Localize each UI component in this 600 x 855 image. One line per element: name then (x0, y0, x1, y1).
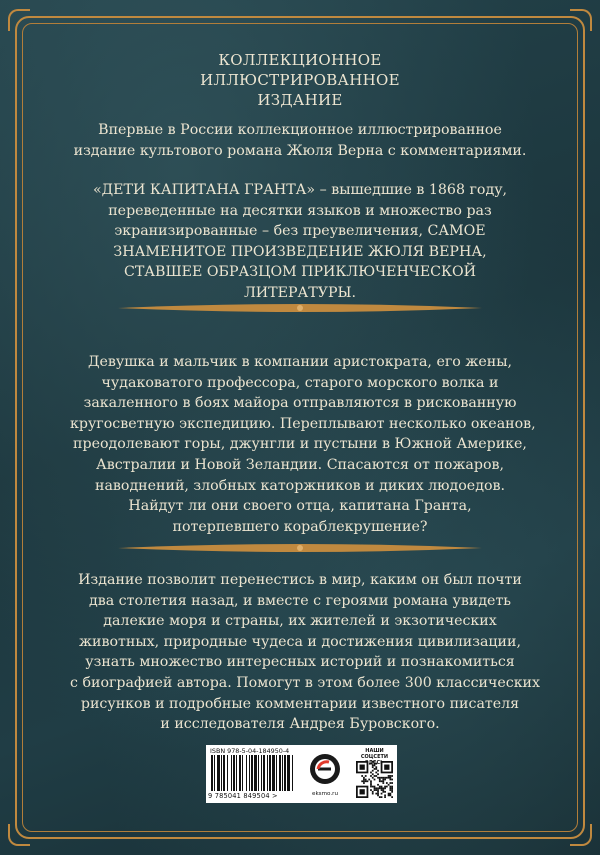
qr-module (374, 779, 376, 781)
text-line: далекие моря и страны, их жителей и экзотических (103, 613, 497, 630)
qr-module (377, 770, 379, 772)
qr-module (382, 780, 384, 782)
text-line: Найдут ли они своего отца, капитана Гранта, (128, 498, 472, 515)
qr-module (379, 786, 381, 788)
barcode-bar (221, 755, 222, 791)
qr-module (389, 793, 391, 795)
qr-module (384, 786, 386, 788)
qr-module (391, 791, 393, 793)
synopsis-paragraph (70, 352, 536, 537)
qr-module (382, 789, 384, 791)
qr-module (391, 789, 393, 791)
barcode-bar (263, 755, 265, 791)
qr-module (374, 775, 376, 777)
barcode-digits: 9 785041 849504 > (208, 792, 278, 800)
text-line: ЛИТЕРАТУРЫ. (243, 284, 357, 301)
qr-module (379, 777, 381, 779)
eksmo-logo-icon (309, 753, 341, 785)
qr-module (377, 784, 379, 786)
qr-module (389, 779, 391, 781)
qr-module (370, 763, 372, 765)
highlight-paragraph (70, 180, 530, 304)
qr-module (381, 780, 383, 782)
qr-module (389, 789, 391, 791)
barcode-bar (231, 755, 232, 791)
qr-module (370, 772, 372, 774)
qr-module (377, 791, 379, 793)
qr-module (365, 780, 367, 782)
qr-module (388, 794, 390, 796)
qr-module (384, 796, 386, 798)
barcode-bar (249, 755, 250, 791)
qr-module (363, 782, 365, 784)
qr-module (391, 779, 393, 781)
publisher-logo (300, 745, 350, 803)
qr-module (375, 793, 377, 795)
text-line: ЗНАМЕНИТОЕ ПРОИЗВЕДЕНИЕ ЖЮЛЯ ВЕРНА, (113, 243, 487, 260)
qr-module (389, 777, 391, 779)
qr-module (372, 770, 374, 772)
qr-module (372, 786, 374, 788)
text-line: кругосветную экспедицию. Переплывают несколько океанов, (70, 415, 536, 432)
qr-module (365, 775, 367, 777)
qr-module (389, 775, 391, 777)
text-line: наводнений, злобных каторжников и диких людоедов. (95, 477, 505, 494)
qr-module (391, 786, 393, 788)
barcode-bar (284, 755, 286, 791)
qr-module (389, 786, 391, 788)
barcode-bar (276, 755, 277, 791)
barcode-bar (267, 755, 268, 791)
barcode-bar (282, 755, 283, 791)
qr-module (374, 765, 376, 767)
qr-module (384, 794, 386, 796)
qr-module (384, 779, 386, 781)
qr-module (386, 777, 388, 779)
social-qr (352, 745, 397, 803)
qr-module (381, 787, 383, 789)
text-line: узнать множество интересных историй и познакомиться (85, 654, 515, 671)
barcode-bar (258, 755, 259, 791)
qr-module (381, 796, 383, 798)
edition-paragraph (70, 570, 541, 735)
qr-module (370, 789, 372, 791)
barcode-bar (292, 755, 293, 791)
qr-module (382, 777, 384, 779)
qr-module (377, 794, 379, 796)
publisher-site: eksmo.ru (312, 791, 338, 797)
qr-module (370, 780, 372, 782)
qr-module (375, 768, 377, 770)
heading-line: ИЛЛЮСТРИРОВАННОЕ (200, 71, 400, 89)
barcode-bar (254, 755, 257, 791)
qr-module (375, 789, 377, 791)
text-line: закаленного в боях майора отправляются в рискованную (83, 395, 517, 412)
qr-module (389, 794, 391, 796)
text-line: Издание позволит перенестись в мир, каким он был почти (78, 572, 522, 588)
qr-module (391, 782, 393, 784)
text-line: СТАВШЕЕ ОБРАЗЦОМ ПРИКЛЮЧЕНЧЕСКОЙ (123, 264, 477, 281)
text-line: потерпевшего кораблекрушение? (172, 518, 428, 535)
qr-module (370, 782, 372, 784)
text-line: чудаковатого профессора, старого морского волка и (101, 374, 499, 391)
qr-module (379, 779, 381, 781)
barcode-bar (217, 755, 220, 791)
qr-finder (384, 765, 389, 770)
ornamental-divider (118, 542, 482, 554)
text-line: издание культового романа Жюля Верна с комментариями. (73, 142, 527, 159)
qr-module (379, 796, 381, 798)
barcode-bar (279, 755, 281, 791)
barcode-bar (287, 755, 290, 791)
qr-module (381, 786, 383, 788)
qr-module (389, 787, 391, 789)
qr-module (375, 775, 377, 777)
qr-module (372, 761, 374, 763)
qr-module (384, 791, 386, 793)
qr-module (372, 793, 374, 795)
barcode-bar (269, 755, 271, 791)
qr-module (372, 791, 374, 793)
barcode-bar (227, 755, 228, 791)
qr-module (365, 779, 367, 781)
text-line: Австралии и Новой Зеландии. Спасаются от пожаров, (95, 456, 504, 473)
qr-module (375, 763, 377, 765)
qr-module (381, 777, 383, 779)
qr-module (375, 766, 377, 768)
qr-module (382, 782, 384, 784)
qr-module (389, 782, 391, 784)
qr-module (370, 775, 372, 777)
frame-corner-ornament (570, 9, 592, 31)
text-line: преодолевают горы, джунгли и пустыни в Южной Америке, (73, 436, 527, 453)
qr-module (381, 793, 383, 795)
qr-module (379, 780, 381, 782)
qr-module (382, 779, 384, 781)
qr-module (372, 777, 374, 779)
qr-module (388, 793, 390, 795)
qr-module (391, 787, 393, 789)
barcode-bar (261, 755, 262, 791)
qr-finder (360, 789, 365, 794)
qr-module (361, 780, 363, 782)
text-line: с биографией автора. Помогут в этом более 300 классических (70, 674, 541, 691)
barcode-bar (242, 755, 243, 791)
qr-module (379, 787, 381, 789)
qr-finder (360, 765, 365, 770)
barcode-bar (251, 755, 253, 791)
barcode-bar (223, 755, 225, 791)
qr-module (377, 777, 379, 779)
barcode-bar (233, 755, 235, 791)
qr-module (381, 789, 383, 791)
qr-module (370, 786, 372, 788)
heading-line: КОЛЛЕКЦИОННОЕ (218, 51, 382, 69)
qr-module (374, 768, 376, 770)
text-line: «ДЕТИ КАПИТАНА ГРАНТА» – вышедшие в 1868 году, (92, 182, 508, 198)
text-line: переведенные на десятки языков и множество раз (108, 202, 492, 219)
edition-heading (0, 50, 600, 110)
qr-module (374, 786, 376, 788)
qr-module (368, 779, 370, 781)
barcode-bar (211, 755, 213, 791)
qr-module (386, 786, 388, 788)
barcode-bar (214, 755, 215, 791)
qr-module (377, 787, 379, 789)
isbn-number: ISBN 978-5-04-184950-4 (210, 747, 290, 755)
barcode-bar (236, 755, 237, 791)
barcode-bar (239, 755, 241, 791)
qr-code-icon (356, 761, 393, 798)
intro-paragraph (70, 120, 530, 161)
text-line: Девушка и мальчик в компании аристократа, его жены, (87, 354, 513, 370)
qr-title-line: НАШИ СОЦСЕТИ (360, 748, 389, 760)
qr-module (375, 772, 377, 774)
qr-module (384, 787, 386, 789)
qr-module (363, 777, 365, 779)
qr-module (391, 775, 393, 777)
qr-module (384, 777, 386, 779)
qr-module (374, 789, 376, 791)
text-line: два столетия назад, и вместе с героями романа увидеть (88, 592, 512, 609)
qr-module (370, 784, 372, 786)
qr-module (363, 779, 365, 781)
qr-module (377, 773, 379, 775)
text-line: рисунков и подробные комментарии известного писателя (80, 695, 520, 712)
qr-module (374, 787, 376, 789)
qr-module (377, 793, 379, 795)
qr-module (375, 787, 377, 789)
qr-module (361, 775, 363, 777)
heading-line: ИЗДАНИЕ (257, 91, 343, 109)
qr-module (367, 780, 369, 782)
qr-module (372, 773, 374, 775)
qr-module (363, 780, 365, 782)
text-line: Впервые в России коллекционное иллюстрированное (98, 122, 502, 138)
barcode-bar (246, 755, 247, 791)
qr-module (382, 791, 384, 793)
qr-module (388, 777, 390, 779)
qr-module (372, 766, 374, 768)
qr-module (377, 789, 379, 791)
qr-module (391, 796, 393, 798)
frame-corner-ornament (570, 824, 592, 846)
text-line: животных, природные чудеса и достижения цивилизации, (79, 633, 521, 650)
qr-module (388, 775, 390, 777)
frame-corner-ornament (8, 824, 30, 846)
ornamental-divider (118, 302, 482, 314)
qr-module (374, 763, 376, 765)
qr-module (388, 784, 390, 786)
text-line: и исследователя Андрея Буровского. (160, 716, 440, 733)
frame-corner-ornament (8, 9, 30, 31)
qr-module (372, 765, 374, 767)
qr-module (386, 782, 388, 784)
barcode-bar (272, 755, 275, 791)
text-line: экранизированные – без преувеличения, САМОЕ (114, 223, 486, 240)
qr-module (382, 787, 384, 789)
